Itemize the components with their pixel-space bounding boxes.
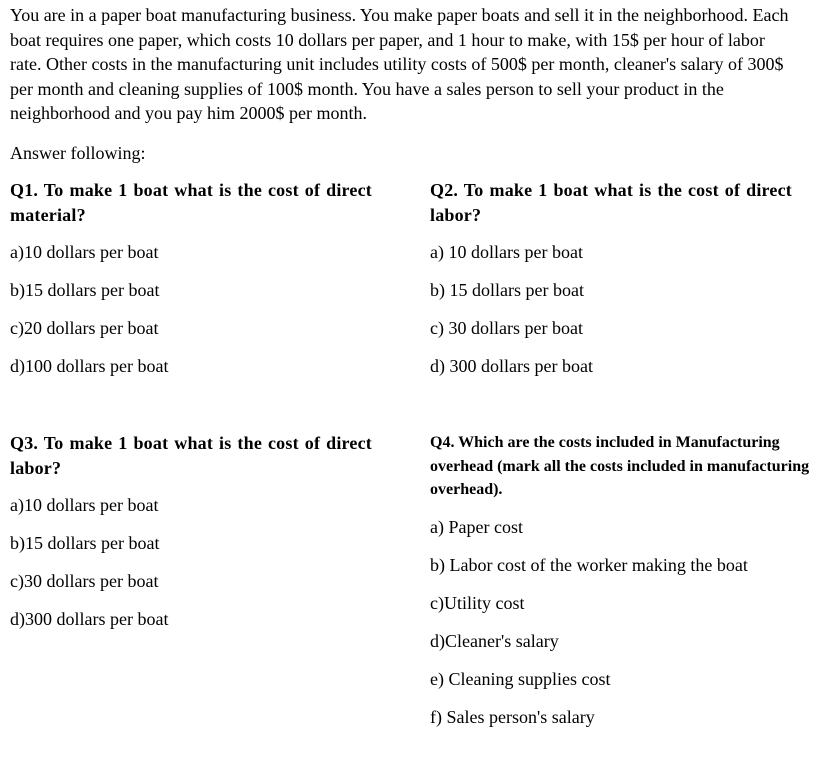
question-1-option-c: c)20 dollars per boat: [10, 318, 159, 338]
question-4-option-e: e) Cleaning supplies cost: [430, 668, 611, 689]
question-2-option-c: c) 30 dollars per boat: [430, 318, 583, 338]
question-3: [10, 431, 372, 645]
intro-paragraph: You are in a paper boat manufacturing business. You make paper boats and sell it in the neighborhood. Each boat requires one paper, which costs 10 dollars per paper, and 1 hour to make, with 15$ per hour of labor rate. Other costs in the manufacturing unit includes utility costs of 500$ per month, cleaner's salary of 300$ per month and cleaning supplies of 100$ month. You have a sales person to sell your product in the neighborhood and you pay him 2000$ per month.: [10, 5, 789, 124]
question-3-options: [10, 493, 372, 645]
question-4: [430, 431, 810, 743]
answer-following-label: Answer following:: [10, 143, 146, 163]
question-3-option-d: d)300 dollars per boat: [10, 609, 169, 629]
question-1-title: Q1. To make 1 boat what is the cost of direct material?: [10, 180, 372, 225]
question-1-option-a: a)10 dollars per boat: [10, 242, 159, 262]
question-2-options: [430, 240, 792, 392]
question-2-option-d: d) 300 dollars per boat: [430, 356, 593, 376]
question-1: [10, 178, 372, 392]
question-3-option-c: c)30 dollars per boat: [10, 571, 159, 591]
question-3-option-b: b)15 dollars per boat: [10, 533, 160, 553]
question-4-title: Q4. Which are the costs included in Manufacturing overhead (mark all the costs included in manufacturing overhead).: [430, 434, 810, 498]
question-4-option-c: c)Utility cost: [430, 592, 525, 613]
question-1-options: [10, 240, 372, 392]
question-4-option-d: d)Cleaner's salary: [430, 630, 559, 651]
question-3-option-a: a)10 dollars per boat: [10, 495, 159, 515]
question-1-option-b: b)15 dollars per boat: [10, 280, 160, 300]
question-4-option-f: f) Sales person's salary: [430, 706, 595, 727]
question-4-options: [430, 515, 810, 743]
question-2-title: Q2. To make 1 boat what is the cost of direct labor?: [430, 180, 792, 225]
question-1-option-d: d)100 dollars per boat: [10, 356, 169, 376]
question-4-option-a: a) Paper cost: [430, 516, 523, 537]
question-2-option-b: b) 15 dollars per boat: [430, 280, 584, 300]
question-4-option-b: b) Labor cost of the worker making the boat: [430, 554, 748, 575]
question-2: [430, 178, 792, 392]
question-2-option-a: a) 10 dollars per boat: [430, 242, 583, 262]
question-3-title: Q3. To make 1 boat what is the cost of direct labor?: [10, 433, 372, 478]
